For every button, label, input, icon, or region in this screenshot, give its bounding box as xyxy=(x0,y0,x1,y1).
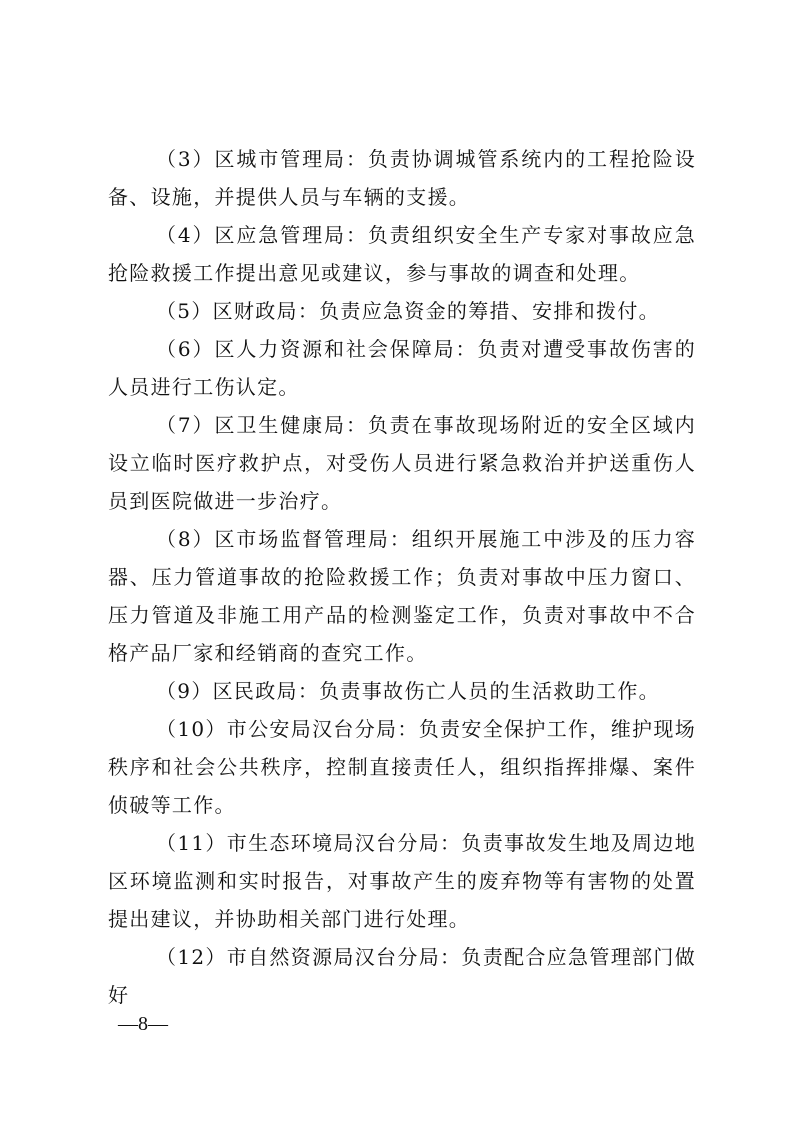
page-number: —8— xyxy=(118,1013,168,1035)
paragraph-item-11: （11）市生态环境局汉台分局：负责事故发生地及周边地区环境监测和实时报告，对事故产生的废弃物等有害物的处置提出建议，并协助相关部门进行处理。 xyxy=(108,831,696,931)
paragraph-item-8: （8）区市场监督管理局：组织开展施工中涉及的压力容器、压力管道事故的抢险救援工作；负责对事故中压力窗口、压力管道及非施工用产品的检测鉴定工作，负责对事故中不合格产品厂家和经销商的查究工作。 xyxy=(108,527,696,665)
paragraph-item-6: （6）区人力资源和社会保障局：负责对遭受事故伤害的人员进行工伤认定。 xyxy=(108,337,696,399)
paragraph-item-12: （12）市自然资源局汉台分局：负责配合应急管理部门做好 xyxy=(108,945,696,1007)
paragraph-item-9: （9）区民政局：负责事故伤亡人员的生活救助工作。 xyxy=(156,679,660,703)
paragraph-item-10: （10）市公安局汉台分局：负责安全保护工作，维护现场秩序和社会公共秩序，控制直接责任人，组织指挥排爆、案件侦破等工作。 xyxy=(108,717,696,817)
paragraph-item-3: （3）区城市管理局：负责协调城管系统内的工程抢险设备、设施，并提供人员与车辆的支援。 xyxy=(108,147,696,209)
paragraph-item-7: （7）区卫生健康局：负责在事故现场附近的安全区域内设立临时医疗救护点，对受伤人员进行紧急救治并护送重伤人员到医院做进一步治疗。 xyxy=(108,413,696,513)
paragraph-item-5: （5）区财政局：负责应急资金的筹措、安排和拨付。 xyxy=(156,299,660,323)
document-body xyxy=(108,140,696,1014)
paragraph-item-4: （4）区应急管理局：负责组织安全生产专家对事故应急抢险救援工作提出意见或建议，参与事故的调查和处理。 xyxy=(108,223,696,285)
